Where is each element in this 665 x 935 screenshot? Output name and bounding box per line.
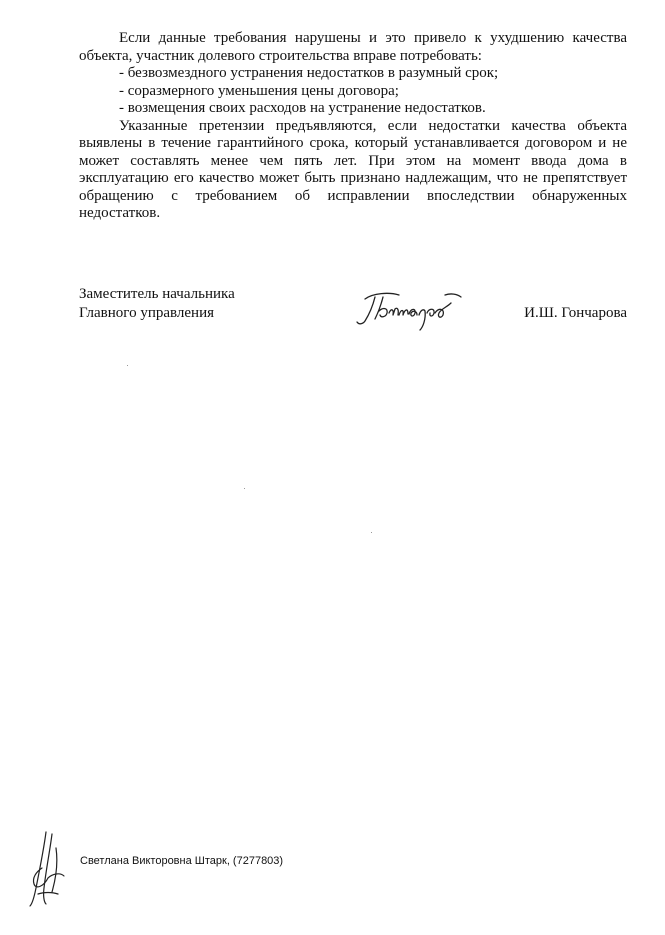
executor-contact: Светлана Викторовна Штарк, (7277803) [80, 855, 284, 867]
paragraph-warranty: Указанные претензии предъявляются, если недостатки качества объекта выявлены в течение гарантийного срока, который устанавливается договором и не может составлять менее чем пять лет. При этом на момент ввода дома в эксплуатацию его качество может быть признано надлежащим, что не препятствует обращению с требованием об исправлении впоследствии обнаруженных недостатков. [79, 117, 627, 221]
scan-speck [371, 532, 372, 533]
signature-block [79, 285, 627, 335]
signer-position [79, 285, 339, 323]
list-item: - соразмерного уменьшения цены договора; [119, 82, 399, 99]
position-line-2: Главного управления [79, 305, 214, 321]
letter-body [79, 30, 627, 223]
list-item: - возмещения своих расходов на устранение недостатков. [119, 100, 486, 116]
scan-speck [244, 488, 245, 489]
list-item: - безвозмездного устранения недостатков в разумный срок; [119, 65, 499, 81]
scan-speck [127, 365, 128, 366]
signer-name: И.Ш. Гончарова [524, 305, 627, 321]
paragraph-requirements: Если данные требования нарушены и это привело к ухудшению качества объекта, участник долевого строительства вправе потребовать: [79, 30, 627, 64]
claims-list [79, 65, 627, 118]
position-line-1: Заместитель начальника [79, 286, 235, 302]
handwritten-signature [353, 285, 473, 335]
executor-initials-mark [22, 828, 72, 910]
